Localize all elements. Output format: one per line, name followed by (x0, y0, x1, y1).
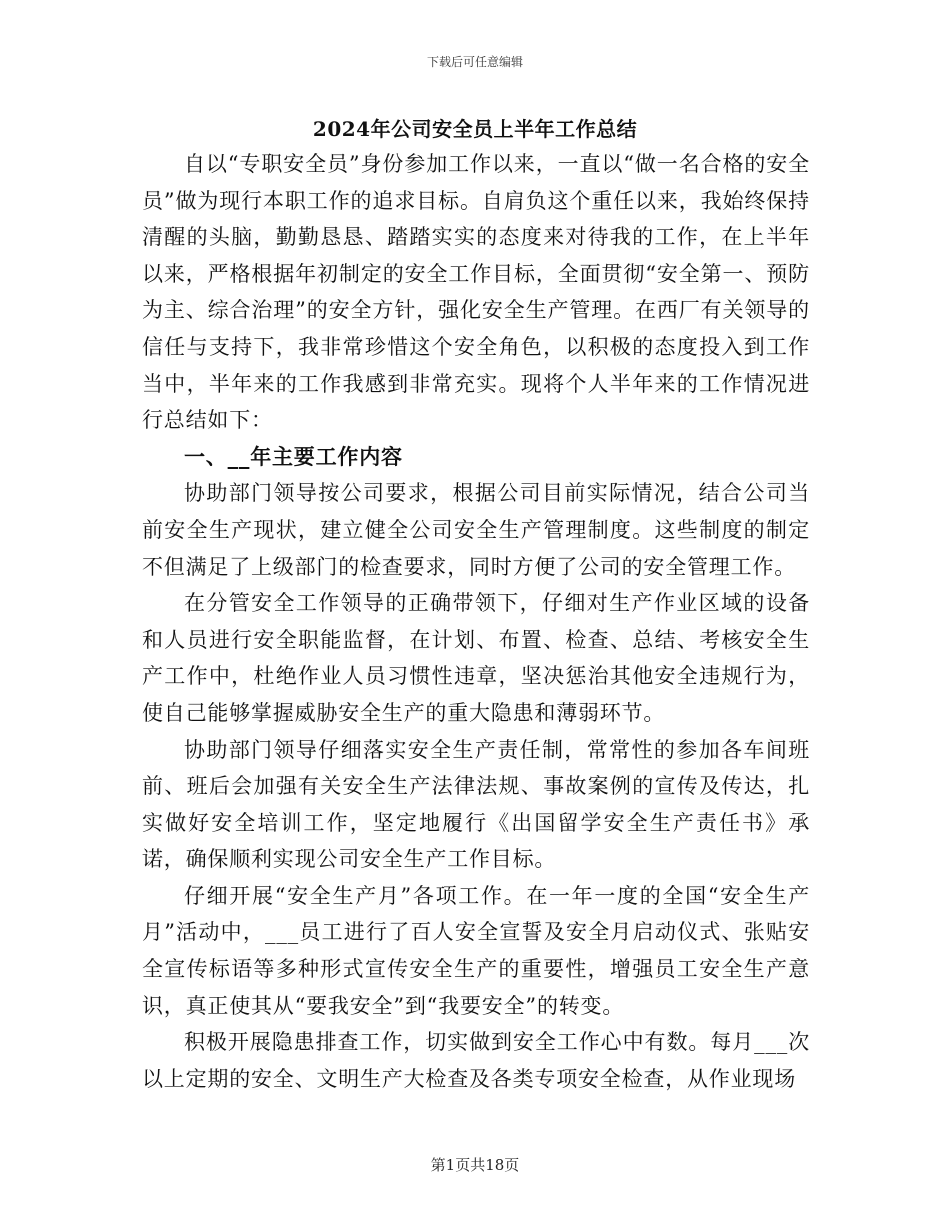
body-paragraph: 协助部门领导按公司要求，根据公司目前实际情况，结合公司当前安全生产现状，建立健全公司安全生产管理制度。这些制度的制定不但满足了上级部门的检查要求，同时方便了公司的安全管理工作。 (142, 481, 810, 579)
body-paragraph: 仔细开展“安全生产月”各项工作。在一年一度的全国“安全生产月”活动中，___员工进行了百人安全宣誓及安全月启动仪式、张贴安全宣传标语等多种形式宣传安全生产的重要性，增强员工安全生产意识，真正使其从“要我安全”到“我要安全”的转变。 (142, 883, 810, 1018)
section-heading: 一、__年主要工作内容 (184, 443, 403, 469)
document-body (142, 146, 810, 1097)
page-number: 第1页共18页 (430, 1156, 520, 1174)
body-paragraph: 协助部门领导仔细落实安全生产责任制，常常性的参加各车间班前、班后会加强有关安全生产法律法规、事故案例的宣传及传达，扎实做好安全培训工作，坚定地履行《出国留学安全生产责任书》承诺，确保顺利实现公司安全生产工作目标。 (142, 737, 810, 872)
body-paragraph: 积极开展隐患排查工作，切实做到安全工作心中有数。每月___次以上定期的安全、文明生产大检查及各类专项安全检查，从作业现场 (142, 1030, 810, 1091)
page-header-note: 下载后可任意编辑 (426, 55, 523, 69)
document-title: 2024年公司安全员上半年工作总结 (312, 117, 638, 141)
body-paragraph: 在分管安全工作领导的正确带领下，仔细对生产作业区域的设备和人员进行安全职能监督，在计划、布置、检查、总结、考核安全生产工作中，杜绝作业人员习惯性违章，坚决惩治其他安全违规行为，使自己能够掌握威胁安全生产的重大隐患和薄弱环节。 (142, 591, 810, 725)
intro-paragraph: 自以“专职安全员”身份参加工作以来，一直以“做一名合格的安全员”做为现行本职工作的追求目标。自肩负这个重任以来，我始终保持清醒的头脑，勤勤恳恳、踏踏实实的态度来对待我的工作，在上半年以来，严格根据年初制定的安全工作目标，全面贯彻“安全第一、预防为主、综合治理”的安全方针，强化安全生产管理。在西厂有关领导的信任与支持下，我非常珍惜这个安全角色，以积极的态度投入到工作当中，半年来的工作我感到非常充实。现将个人半年来的工作情况进行总结如下： (142, 152, 810, 433)
